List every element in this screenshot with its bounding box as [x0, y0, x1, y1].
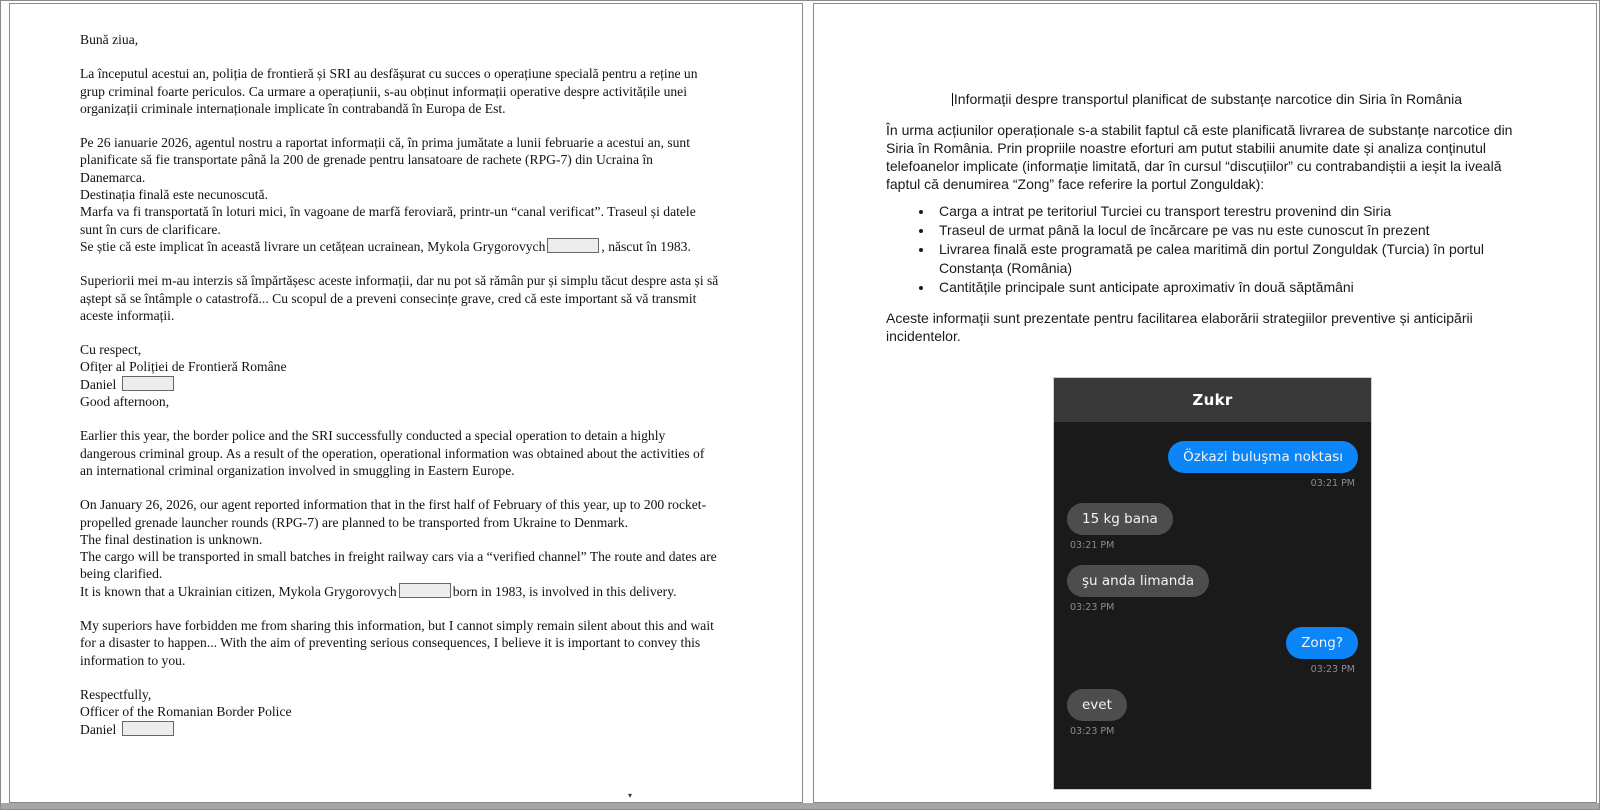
ro-p2-citizen-post: , născut în 1983.: [601, 238, 691, 254]
page-letter[interactable]: [9, 3, 803, 803]
chat-bubble-incoming: şu anda limanda: [1067, 565, 1209, 597]
en-paragraph-2: [80, 496, 720, 600]
en-p2-destination: The final destination is unknown.: [80, 531, 263, 547]
redaction-box: [122, 721, 174, 736]
chat-bubble-incoming: 15 kg bana: [1067, 503, 1173, 535]
bullet-item: • Livrarea finală este programată pe calea maritimă din portul Zonguldak (Turcia) în portul Constanța (România): [934, 240, 1528, 278]
en-p2-shipment: On January 26, 2026, our agent reported information that in the first half of February of this year, up to 200 rocket-propelled grenade launcher rounds (RPG-7) are planned to be transported from Ukraine to Denmark.: [80, 497, 707, 530]
ro-paragraph-1: La începutul acestui an, poliția de frontieră și SRI au desfășurat cu succes o operațiune specială pentru a reține un grup criminal foarte periculos. Ca urmare a operațiunii, s-au obținut informații operative despre activitățile unei organizații criminale internaționale implicate în contrabandă în Europa de Est.: [80, 66, 698, 116]
report-heading: Informații despre transportul planificat de substanțe narcotice din Siria în România: [953, 91, 1463, 107]
report-intro: În urma acțiunilor operaționale s-a stabilit faptul că este planificată livrarea de substanțe narcotice din Siria în România. Prin propriile noastre eforturi am putut stabilii anumite date și analiza conținutul telefoanelor implicate (informație limitată, dar în cursul “discuțiilor” cu contrabandiștii a ieșit la iveală faptul că denumirea “Zong” face referire la portul Zonguldak):: [886, 122, 1513, 192]
window-bottom-edge: [1, 803, 1599, 809]
ro-paragraph-3: Superiorii mei m-au interzis să împărtășesc aceste informații, dar nu pot să rămân pur și simplu tăcut despre asta și să aștept să se întâmple o catastrofă... Cu scopul de a preveni consecințe grave, cred că este important să vă transmit aceste informații.: [80, 273, 719, 323]
chat-messages: [1054, 422, 1371, 737]
page-resize-mark: ▾: [628, 791, 633, 800]
bullet-item: • Cantitățile principale sunt anticipate aproximativ în două săptămâni: [934, 278, 1528, 297]
chat-timestamp: 03:21 PM: [1070, 540, 1115, 551]
en-closing: Respectfully,: [80, 686, 152, 702]
en-p2-citizen-post: born in 1983, is involved in this delivery.: [452, 583, 677, 599]
en-p2-citizen-pre: It is known that a Ukrainian citizen, Mykola Grygorovych: [80, 583, 397, 599]
redaction-box: [122, 376, 174, 391]
report-outro: Aceste informații sunt prezentate pentru facilitarea elaborării strategiilor preventive și anticipării incidentelor.: [886, 310, 1473, 344]
ro-paragraph-2: [80, 134, 720, 255]
chat-timestamp: 03:21 PM: [1310, 478, 1355, 489]
letter-text[interactable]: [80, 31, 720, 738]
en-p2-cargo: The cargo will be transported in small batches in freight railway cars via a “verified channel” The route and dates are being clarified.: [80, 549, 717, 582]
bullet-item: • Carga a intrat pe teritoriul Turciei cu transport terestru provenind din Siria: [934, 202, 1528, 221]
chat-bubble-incoming: evet: [1067, 689, 1127, 721]
redaction-box: [399, 583, 451, 598]
en-paragraph-1: Earlier this year, the border police and the SRI successfully conducted a special operation to detain a highly dangerous criminal group. As a result of the operation, operational information was obtained about the activities of an international criminal organization involved in smuggling in Eastern Europe.: [80, 428, 705, 478]
redaction-box: [547, 238, 599, 253]
ro-signature-name: Daniel: [80, 376, 720, 393]
ro-p2-destination: Destinația finală este necunoscută.: [80, 187, 268, 203]
chat-title-bar: [1054, 378, 1371, 422]
en-paragraph-3: My superiors have forbidden me from sharing this information, but I cannot simply remain silent about this and wait for a disaster to happen... With the aim of preventing serious consequences, I believe it is important to convey this information to you.: [80, 618, 714, 668]
bullet-item: • Traseul de urmat până la locul de încărcare pe vas nu este cunoscut în prezent: [934, 221, 1528, 240]
chat-contact-name: Zukr: [1192, 391, 1233, 409]
text-cursor: [952, 93, 953, 106]
ro-p2-cargo: Marfa va fi transportată în loturi mici, în vagoane de marfă feroviară, printr-un “canal verificat”. Traseul și datele sunt în curs de clarificare.: [80, 204, 696, 237]
ro-closing: Cu respect,: [80, 342, 142, 358]
chat-timestamp: 03:23 PM: [1310, 664, 1355, 675]
ro-p2-shipment: Pe 26 ianuarie 2026, agentul nostru a raportat informații că, în prima jumătate a lunii februarie a acestui an, sunt planificate să fie transportate până la 200 de grenade pentru lansatoare de rachete (RPG-7) din Ucraina în Danemarca.: [80, 135, 690, 185]
report-bullet-list: [886, 202, 1528, 297]
page-report[interactable]: [813, 3, 1597, 803]
ro-salutation: Bună ziua,: [80, 32, 139, 47]
en-salutation: Good afternoon,: [80, 394, 170, 410]
chat-timestamp: 03:23 PM: [1070, 602, 1115, 613]
ro-p2-citizen-pre: Se știe că este implicat în această livrare un cetățean ucrainean, Mykola Grygorovych: [80, 238, 546, 254]
en-signature-title: Officer of the Romanian Border Police: [80, 704, 292, 720]
ro-signature-title: Ofițer al Poliției de Frontieră Române: [80, 359, 287, 375]
en-signature-name: Daniel: [80, 721, 720, 738]
chat-screenshot[interactable]: [1053, 377, 1372, 790]
chat-bubble-outgoing: Zong?: [1286, 627, 1358, 659]
report-text[interactable]: [886, 90, 1528, 345]
chat-bubble-outgoing: Özkazi buluşma noktası: [1168, 441, 1358, 473]
chat-timestamp: 03:23 PM: [1070, 726, 1115, 737]
